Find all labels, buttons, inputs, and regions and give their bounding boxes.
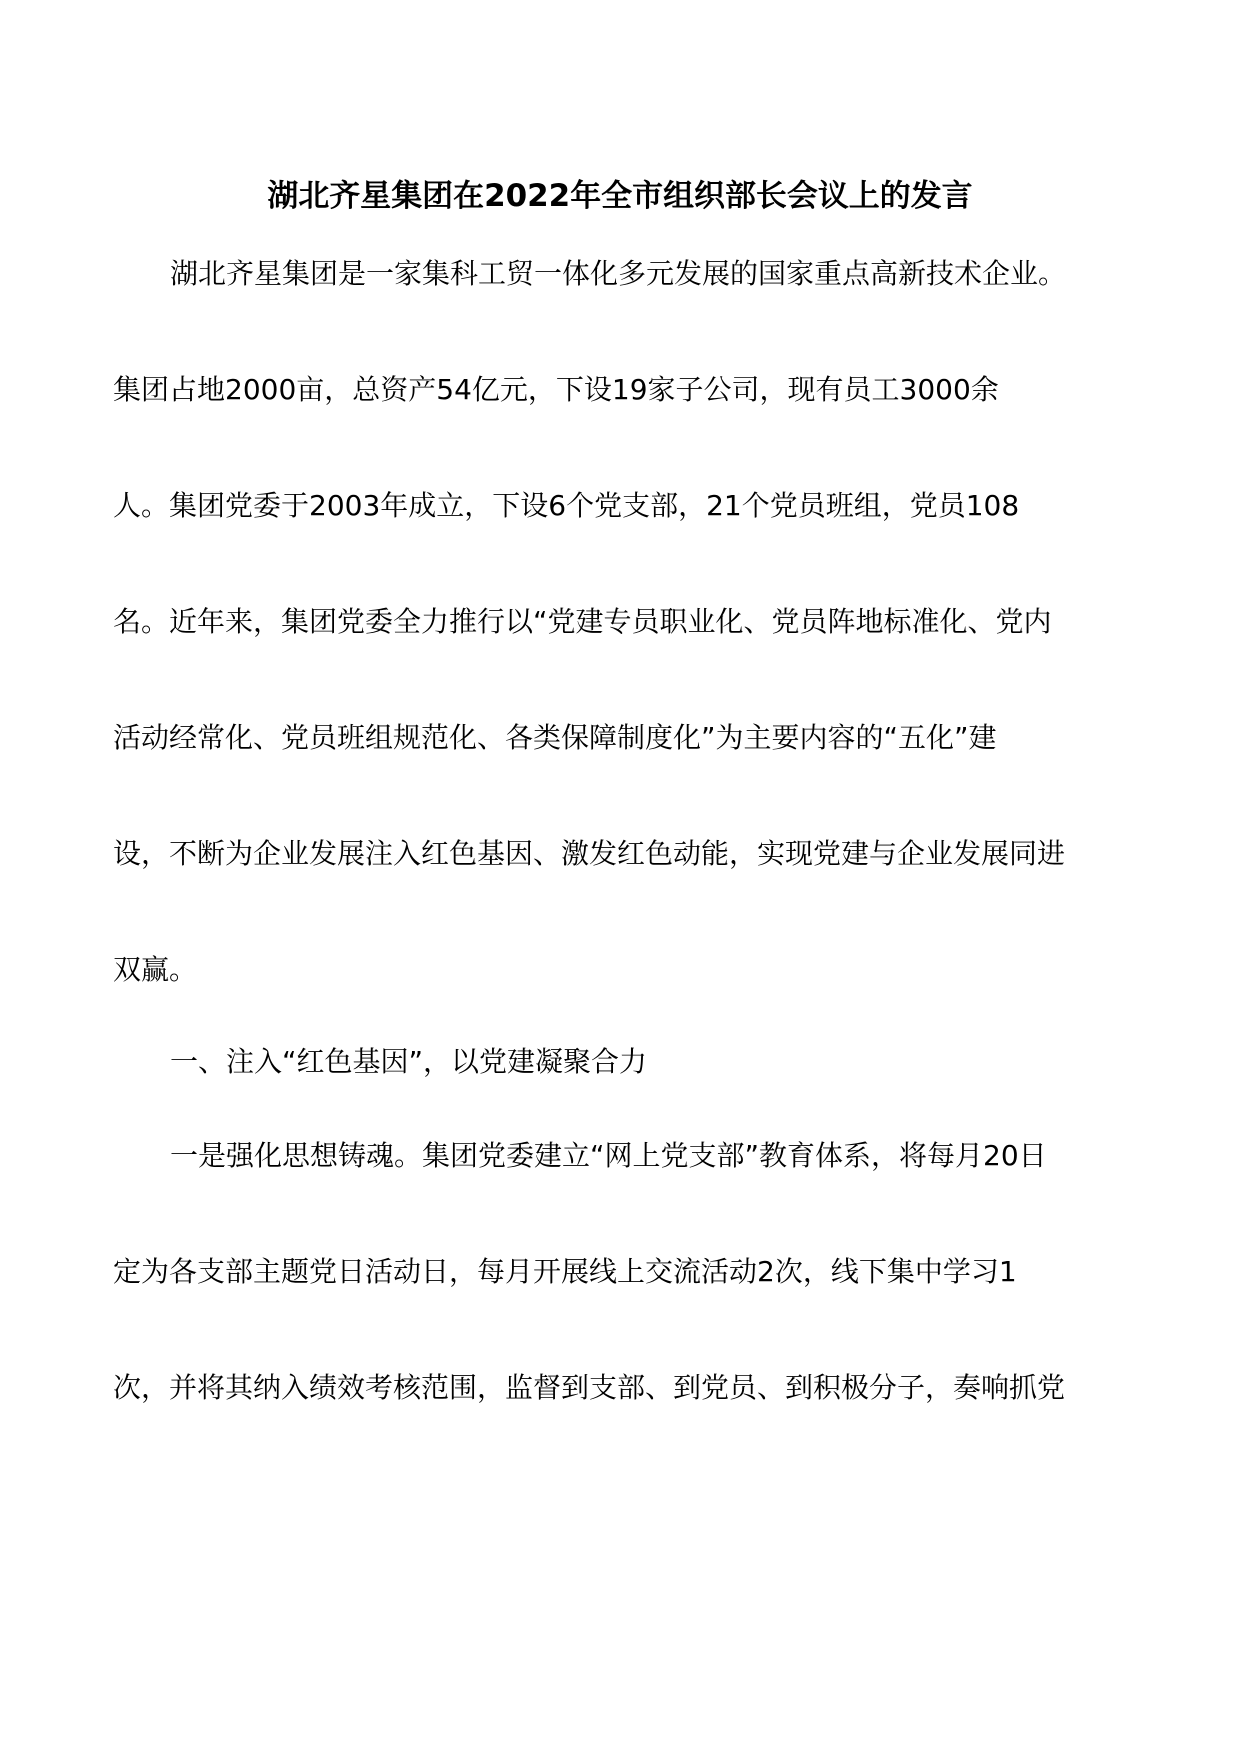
document-title: 湖北齐星集团在2022年全市组织部长会议上的发言 xyxy=(267,178,973,214)
paragraph-line: 定为各支部主题党日活动日，每月开展线上交流活动2次，线下集中学习1 xyxy=(113,1255,1017,1288)
paragraph-line: 人。集团党委于2003年成立，下设6个党支部，21个党员班组，党员108 xyxy=(113,489,1020,522)
paragraph-line: 名。近年来，集团党委全力推行以“党建专员职业化、党员阵地标准化、党内 xyxy=(113,605,1052,638)
paragraph-line: 双赢。 xyxy=(113,953,198,986)
paragraph-line: 设，不断为企业发展注入红色基因、激发红色动能，实现党建与企业发展同进 xyxy=(113,837,1066,870)
section-heading: 一、注入“红色基因”，以党建凝聚合力 xyxy=(170,1045,648,1078)
paragraph-line: 活动经常化、党员班组规范化、各类保障制度化”为主要内容的“五化”建 xyxy=(113,721,997,754)
paragraph-line: 集团占地2000亩，总资产54亿元，下设19家子公司，现有员工3000余 xyxy=(113,373,999,406)
paragraph-line: 一是强化思想铸魂。集团党委建立“网上党支部”教育体系，将每月20日 xyxy=(170,1139,1047,1172)
paragraph-line: 次，并将其纳入绩效考核范围，监督到支部、到党员、到积极分子，奏响抓党 xyxy=(113,1371,1066,1404)
paragraph-line: 湖北齐星集团是一家集科工贸一体化多元发展的国家重点高新技术企业。 xyxy=(170,257,1067,290)
